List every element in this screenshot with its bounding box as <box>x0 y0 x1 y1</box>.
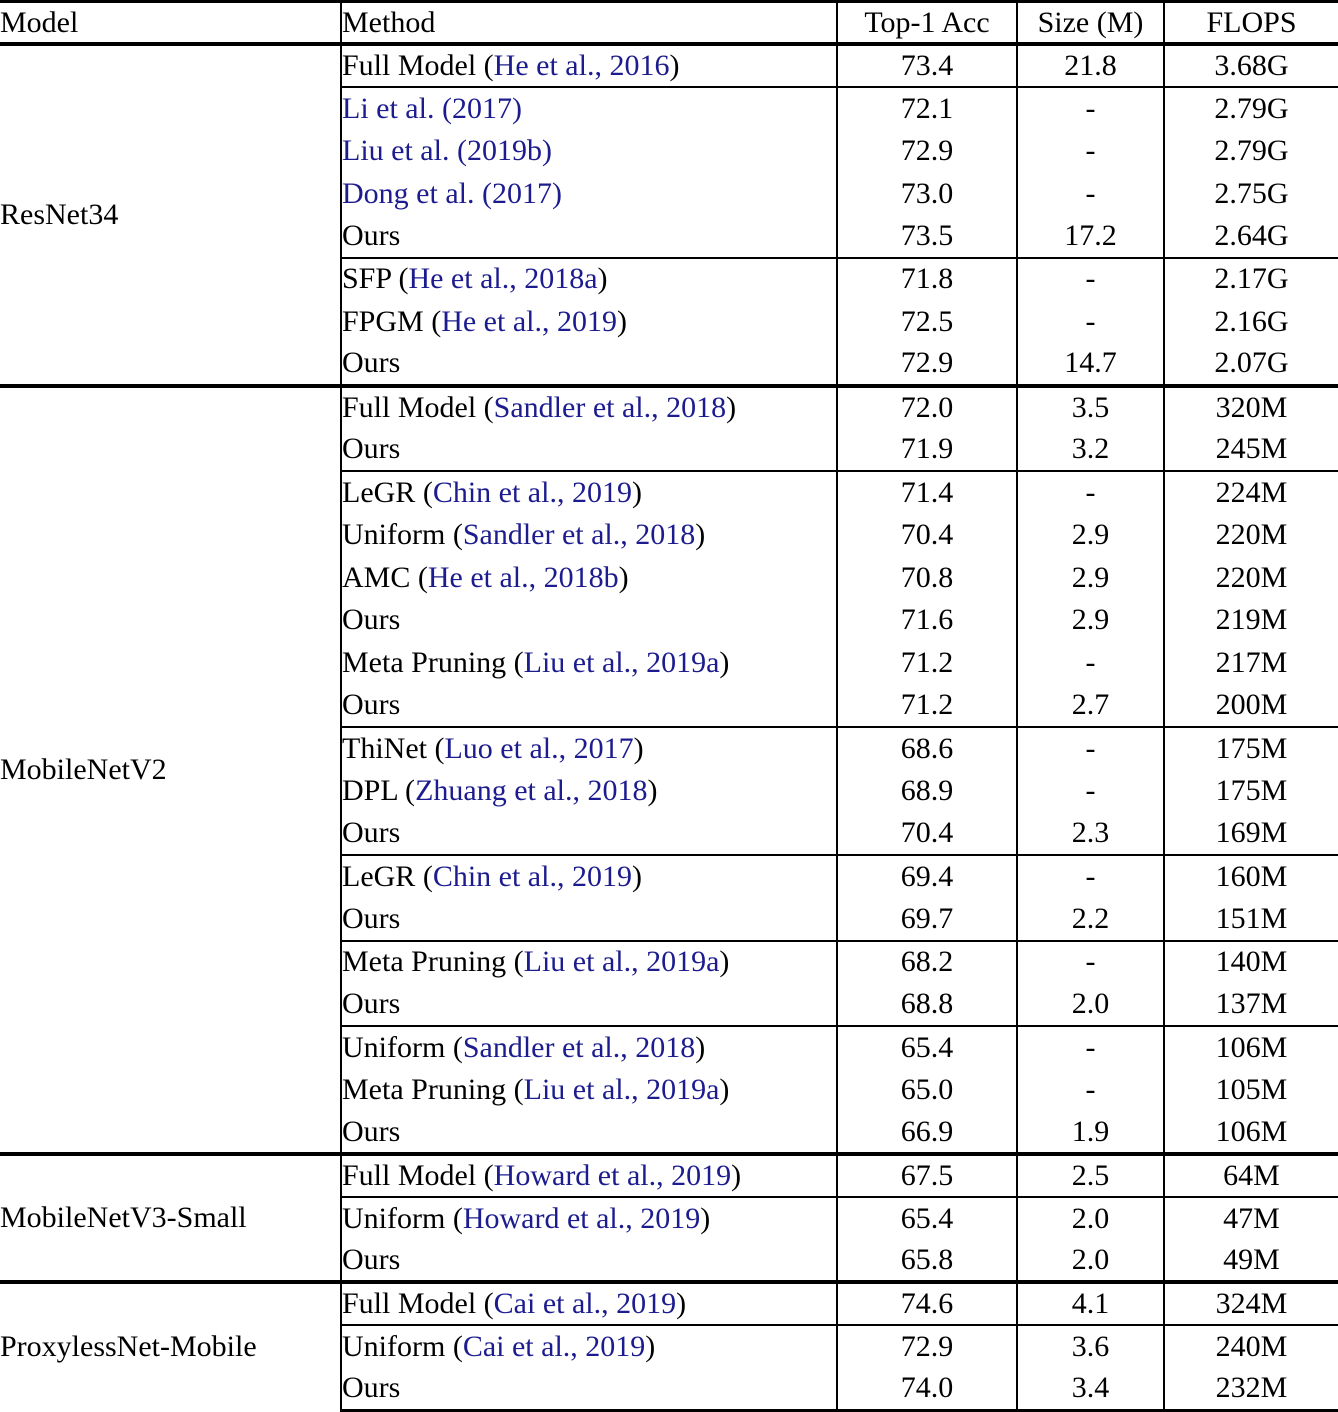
flops-cell: 2.07G <box>1164 343 1338 386</box>
method-cell: Ours <box>341 898 837 941</box>
size-cell: 3.2 <box>1017 428 1164 471</box>
size-cell: 3.5 <box>1017 386 1164 429</box>
citation-reference[interactable]: Zhuang et al., 2018 <box>415 774 648 808</box>
top1-acc-cell: 68.2 <box>837 941 1017 984</box>
citation-reference[interactable]: Liu et al., 2019a <box>523 646 720 680</box>
method-cell: Full Model (Cai et al., 2019) <box>341 1282 837 1325</box>
top1-acc-cell: 70.8 <box>837 556 1017 599</box>
method-cell: Meta Pruning (Liu et al., 2019a) <box>341 642 837 685</box>
model-name-cell: MobileNetV2 <box>0 386 341 1154</box>
method-cell: Uniform (Howard et al., 2019) <box>341 1197 837 1240</box>
top1-acc-cell: 65.4 <box>837 1197 1017 1240</box>
top1-acc-cell: 70.4 <box>837 813 1017 856</box>
citation-reference[interactable]: Liu et al. <box>342 133 450 167</box>
method-cell: Ours <box>341 1111 837 1154</box>
method-cell: Full Model (Sandler et al., 2018) <box>341 386 837 429</box>
method-cell: Full Model (He et al., 2016) <box>341 44 837 87</box>
method-cell: FPGM (He et al., 2019) <box>341 300 837 343</box>
citation-reference[interactable]: He et al., 2016 <box>493 49 670 83</box>
size-cell: - <box>1017 941 1164 984</box>
flops-cell: 64M <box>1164 1154 1338 1197</box>
method-cell: AMC (He et al., 2018b) <box>341 556 837 599</box>
citation-reference[interactable]: Luo et al., 2017 <box>444 732 634 766</box>
method-cell <box>341 87 837 130</box>
table-row <box>0 386 1338 429</box>
model-name-cell: ProxylessNet-Mobile <box>0 1282 341 1410</box>
flops-cell: 2.64G <box>1164 215 1338 258</box>
size-cell: 21.8 <box>1017 44 1164 87</box>
top1-acc-cell: 71.2 <box>837 685 1017 728</box>
model-name-cell: ResNet34 <box>0 44 341 386</box>
method-cell: Ours <box>341 599 837 642</box>
flops-cell: 2.79G <box>1164 130 1338 173</box>
size-cell: - <box>1017 855 1164 898</box>
top1-acc-cell: 65.4 <box>837 1026 1017 1069</box>
method-cell: Ours <box>341 1239 837 1282</box>
flops-cell: 2.16G <box>1164 300 1338 343</box>
flops-cell: 47M <box>1164 1197 1338 1240</box>
size-cell: 2.9 <box>1017 514 1164 557</box>
size-cell: - <box>1017 87 1164 130</box>
citation-reference[interactable]: Sandler et al., 2018 <box>493 391 727 425</box>
method-cell: Ours <box>341 1368 837 1411</box>
method-cell: LeGR (Chin et al., 2019) <box>341 471 837 514</box>
citation-reference[interactable]: Li et al. <box>342 91 435 125</box>
citation-reference[interactable]: He et al., 2018a <box>408 262 598 296</box>
top1-acc-cell: 72.9 <box>837 1325 1017 1368</box>
method-cell: Meta Pruning (Liu et al., 2019a) <box>341 1069 837 1112</box>
top1-acc-cell: 71.8 <box>837 258 1017 301</box>
flops-cell: 106M <box>1164 1111 1338 1154</box>
citation-reference[interactable]: He et al., 2019 <box>441 304 617 338</box>
flops-cell: 224M <box>1164 471 1338 514</box>
flops-cell: 106M <box>1164 1026 1338 1069</box>
top1-acc-cell: 68.9 <box>837 770 1017 813</box>
method-cell <box>341 130 837 173</box>
top1-acc-cell: 71.4 <box>837 471 1017 514</box>
method-cell: Ours <box>341 685 837 728</box>
size-cell: 2.5 <box>1017 1154 1164 1197</box>
flops-cell: 240M <box>1164 1325 1338 1368</box>
top1-acc-cell: 73.0 <box>837 172 1017 215</box>
flops-cell: 3.68G <box>1164 44 1338 87</box>
citation-reference[interactable]: Howard et al., 2019 <box>462 1201 701 1235</box>
model-name-cell: MobileNetV3-Small <box>0 1154 341 1282</box>
top1-acc-cell: 66.9 <box>837 1111 1017 1154</box>
flops-cell: 320M <box>1164 386 1338 429</box>
citation-reference[interactable]: Liu et al., 2019a <box>523 945 720 979</box>
flops-cell: 2.17G <box>1164 258 1338 301</box>
top1-acc-cell: 72.1 <box>837 87 1017 130</box>
size-cell: 3.4 <box>1017 1368 1164 1411</box>
size-cell: - <box>1017 300 1164 343</box>
citation-reference[interactable]: Dong et al. <box>342 176 475 210</box>
table-body <box>0 44 1338 1410</box>
flops-cell: 200M <box>1164 685 1338 728</box>
citation-reference[interactable]: Cai et al., 2019 <box>493 1286 677 1320</box>
size-cell: 3.6 <box>1017 1325 1164 1368</box>
top1-acc-cell: 67.5 <box>837 1154 1017 1197</box>
size-cell: 2.7 <box>1017 685 1164 728</box>
size-cell: 2.0 <box>1017 1197 1164 1240</box>
citation-reference[interactable]: Sandler et al., 2018 <box>462 518 696 552</box>
size-cell: - <box>1017 1069 1164 1112</box>
column-header-size: Size (M) <box>1017 2 1164 45</box>
size-cell: 2.9 <box>1017 556 1164 599</box>
top1-acc-cell: 65.0 <box>837 1069 1017 1112</box>
size-cell: - <box>1017 770 1164 813</box>
flops-cell: 49M <box>1164 1239 1338 1282</box>
flops-cell: 245M <box>1164 428 1338 471</box>
method-cell: Uniform (Sandler et al., 2018) <box>341 514 837 557</box>
citation-reference[interactable]: Chin et al., 2019 <box>432 475 632 509</box>
column-header-method: Method <box>341 2 837 45</box>
flops-cell: 232M <box>1164 1368 1338 1411</box>
method-cell: Uniform (Cai et al., 2019) <box>341 1325 837 1368</box>
flops-cell: 219M <box>1164 599 1338 642</box>
method-cell: SFP (He et al., 2018a) <box>341 258 837 301</box>
flops-cell: 217M <box>1164 642 1338 685</box>
method-cell: Ours <box>341 343 837 386</box>
flops-cell: 2.79G <box>1164 87 1338 130</box>
top1-acc-cell: 68.6 <box>837 727 1017 770</box>
flops-cell: 324M <box>1164 1282 1338 1325</box>
flops-cell: 137M <box>1164 983 1338 1026</box>
method-cell: Ours <box>341 215 837 258</box>
size-cell: 2.2 <box>1017 898 1164 941</box>
citation-year[interactable]: (2017) <box>474 176 562 210</box>
method-cell: Ours <box>341 813 837 856</box>
table-row <box>0 44 1338 87</box>
top1-acc-cell: 72.5 <box>837 300 1017 343</box>
method-cell: Uniform (Sandler et al., 2018) <box>341 1026 837 1069</box>
size-cell: - <box>1017 1026 1164 1069</box>
size-cell: - <box>1017 642 1164 685</box>
size-cell: - <box>1017 130 1164 173</box>
top1-acc-cell: 72.0 <box>837 386 1017 429</box>
top1-acc-cell: 71.9 <box>837 428 1017 471</box>
citation-reference[interactable]: He et al., 2018b <box>427 560 619 594</box>
table-row <box>0 1154 1338 1197</box>
top1-acc-cell: 69.4 <box>837 855 1017 898</box>
method-cell: Ours <box>341 428 837 471</box>
flops-cell: 2.75G <box>1164 172 1338 215</box>
citation-reference[interactable]: Sandler et al., 2018 <box>462 1030 696 1064</box>
citation-reference[interactable]: Chin et al., 2019 <box>432 860 632 894</box>
size-cell: 17.2 <box>1017 215 1164 258</box>
citation-year[interactable]: (2019b) <box>449 133 552 167</box>
flops-cell: 220M <box>1164 514 1338 557</box>
flops-cell: 140M <box>1164 941 1338 984</box>
top1-acc-cell: 73.4 <box>837 44 1017 87</box>
size-cell: 2.0 <box>1017 1239 1164 1282</box>
citation-year[interactable]: (2017) <box>434 91 522 125</box>
column-header-top1acc: Top-1 Acc <box>837 2 1017 45</box>
size-cell: 2.3 <box>1017 813 1164 856</box>
size-cell: - <box>1017 258 1164 301</box>
top1-acc-cell: 72.9 <box>837 130 1017 173</box>
citation-reference[interactable]: Howard et al., 2019 <box>493 1158 732 1192</box>
top1-acc-cell: 74.6 <box>837 1282 1017 1325</box>
flops-cell: 160M <box>1164 855 1338 898</box>
size-cell: 2.0 <box>1017 983 1164 1026</box>
top1-acc-cell: 69.7 <box>837 898 1017 941</box>
table-header <box>0 2 1338 45</box>
top1-acc-cell: 74.0 <box>837 1368 1017 1411</box>
size-cell: - <box>1017 172 1164 215</box>
method-cell: ThiNet (Luo et al., 2017) <box>341 727 837 770</box>
citation-reference[interactable]: Cai et al., 2019 <box>462 1329 646 1363</box>
size-cell: 2.9 <box>1017 599 1164 642</box>
citation-reference[interactable]: Liu et al., 2019a <box>523 1073 720 1107</box>
top1-acc-cell: 65.8 <box>837 1239 1017 1282</box>
table-row <box>0 1282 1338 1325</box>
flops-cell: 151M <box>1164 898 1338 941</box>
method-cell <box>341 172 837 215</box>
size-cell: 14.7 <box>1017 343 1164 386</box>
header-row <box>0 2 1338 45</box>
size-cell: - <box>1017 727 1164 770</box>
method-cell: LeGR (Chin et al., 2019) <box>341 855 837 898</box>
flops-cell: 220M <box>1164 556 1338 599</box>
flops-cell: 175M <box>1164 727 1338 770</box>
top1-acc-cell: 72.9 <box>837 343 1017 386</box>
top1-acc-cell: 73.5 <box>837 215 1017 258</box>
method-cell: Meta Pruning (Liu et al., 2019a) <box>341 941 837 984</box>
method-cell: Ours <box>341 983 837 1026</box>
method-cell: DPL (Zhuang et al., 2018) <box>341 770 837 813</box>
top1-acc-cell: 68.8 <box>837 983 1017 1026</box>
column-header-model: Model <box>0 2 341 45</box>
flops-cell: 169M <box>1164 813 1338 856</box>
top1-acc-cell: 71.6 <box>837 599 1017 642</box>
flops-cell: 105M <box>1164 1069 1338 1112</box>
size-cell: 4.1 <box>1017 1282 1164 1325</box>
flops-cell: 175M <box>1164 770 1338 813</box>
method-cell: Full Model (Howard et al., 2019) <box>341 1154 837 1197</box>
top1-acc-cell: 70.4 <box>837 514 1017 557</box>
column-header-flops: FLOPS <box>1164 2 1338 45</box>
top1-acc-cell: 71.2 <box>837 642 1017 685</box>
size-cell: 1.9 <box>1017 1111 1164 1154</box>
size-cell: - <box>1017 471 1164 514</box>
